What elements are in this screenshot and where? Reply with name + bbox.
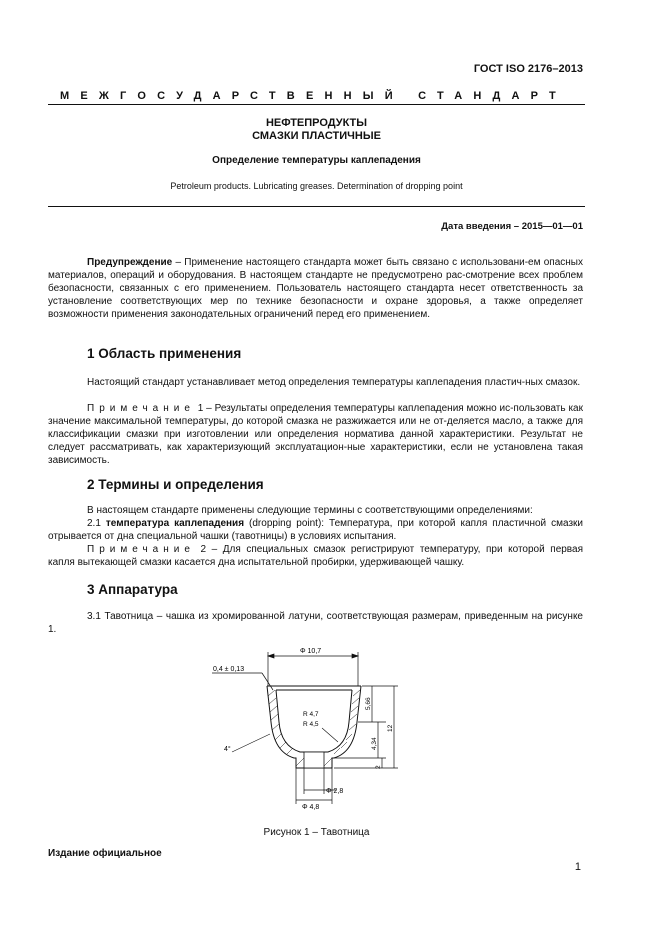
official-edition-label: Издание официальное bbox=[48, 848, 162, 859]
grease-cup-drawing bbox=[210, 640, 410, 820]
document-number: ГОСТ ISO 2176–2013 bbox=[473, 63, 583, 75]
title-line-2: СМАЗКИ ПЛАСТИЧНЫЕ bbox=[252, 130, 381, 142]
document-subtitle: Определение температуры каплепадения bbox=[212, 155, 421, 166]
note-1-label: Примечание bbox=[87, 403, 195, 414]
figure-caption: Рисунок 1 – Тавотница bbox=[263, 827, 370, 838]
section-1-note bbox=[48, 402, 583, 467]
note-2-text: 2 – Для специальных смазок регистрируют температуру, при которой первая капля вытекающей смазки касается дна испытательной пробирки, удерживающей чашку. bbox=[48, 544, 583, 569]
bottom-height-label: 2 bbox=[375, 765, 382, 769]
middle-height-label: 4,34 bbox=[371, 737, 378, 750]
warning-text: – Применение настоящего стандарта может быть связано с использовани-ем опасных материалов, операций и оборудования. В настоящем стандарте не предусмотрено рас-смотрение всех проблем безопасности, связанных с его применением. Пользователь настоящего стандарта несет ответственность за установление соответствующих мер по технике безопасности и охране здоровья, а также определяет возможности применения законодательных ограничений перед его применением. bbox=[48, 257, 583, 321]
inner-radius-label: R 4,7 bbox=[303, 711, 319, 718]
interstate-standard-banner: МЕЖГОСУДАРСТВЕННЫЙ СТАНДАРТ bbox=[60, 90, 567, 102]
hole-diameter-label: Φ 2,8 bbox=[326, 788, 344, 795]
wall-thickness-callout bbox=[212, 673, 273, 690]
angle-label: 4° bbox=[224, 746, 231, 753]
top-diameter-label: Φ 10,7 bbox=[300, 648, 322, 655]
wall-thickness-label: 0,4 ± 0,13 bbox=[213, 666, 245, 673]
definition-text: (dropping point): Температура, при которой капля пластичной смазки отрывается от дна специальной чашки (тавотницы) в условиях испытания. bbox=[48, 518, 583, 543]
definition-number: 2.1 bbox=[87, 518, 106, 529]
total-height-label: 12 bbox=[387, 724, 394, 732]
section-2-paragraph: В настоящем стандарте применены следующие термины с соответствующими определениями: bbox=[87, 505, 533, 516]
section-3-heading: 3 Аппаратура bbox=[87, 582, 178, 597]
radius-leader bbox=[322, 728, 338, 742]
section-3-paragraph: 3.1 Тавотница – чашка из хромированной латуни, соответствующая размерам, приведенным на рисунке 1. bbox=[48, 611, 583, 636]
definition-2-1 bbox=[48, 517, 583, 543]
section-1-paragraph: Настоящий стандарт устанавливает метод определения температуры каплепадения пластич-ных смазок. bbox=[87, 377, 581, 388]
note-1-text: 1 – Результаты определения температуры каплепадения можно ис-пользовать как значение максимальной температуры, до которой смазка не разжижается или не от-деляется масло, а также для классификации смазки при изготовлении или определения норматива данной характеристики. Результат не следует рассматривать, как характеризующий эксплуатацион-ные характеристики, если не установлена такая зависимость. bbox=[48, 403, 583, 467]
bottom-hole bbox=[304, 752, 324, 768]
english-title: Petroleum products. Lubricating greases. Determination of dropping point bbox=[170, 181, 463, 191]
warning-paragraph bbox=[48, 256, 583, 321]
angle-leader bbox=[232, 734, 270, 752]
title-line-1: НЕФТЕПРОДУКТЫ bbox=[265, 117, 368, 129]
top-diameter-dimension bbox=[268, 652, 358, 686]
warning-label: Предупреждение bbox=[87, 257, 173, 268]
note-2-label: Примечание bbox=[87, 544, 195, 555]
bottom-diameter-label: Φ 4,8 bbox=[302, 804, 320, 811]
section-2-note bbox=[48, 543, 583, 569]
bottom-diameter-dimensions bbox=[296, 768, 336, 804]
definition-term: температура каплепадения bbox=[105, 518, 245, 529]
upper-height-label: 5,66 bbox=[365, 697, 372, 710]
page-number: 1 bbox=[574, 861, 581, 873]
title-rule bbox=[48, 206, 585, 207]
outer-radius-label: R 4,5 bbox=[303, 721, 319, 728]
introduction-date: Дата введения – 2015—01—01 bbox=[441, 221, 583, 232]
section-1-heading: 1 Область применения bbox=[87, 346, 242, 361]
section-2-heading: 2 Термины и определения bbox=[87, 477, 264, 492]
header-rule bbox=[48, 104, 585, 105]
